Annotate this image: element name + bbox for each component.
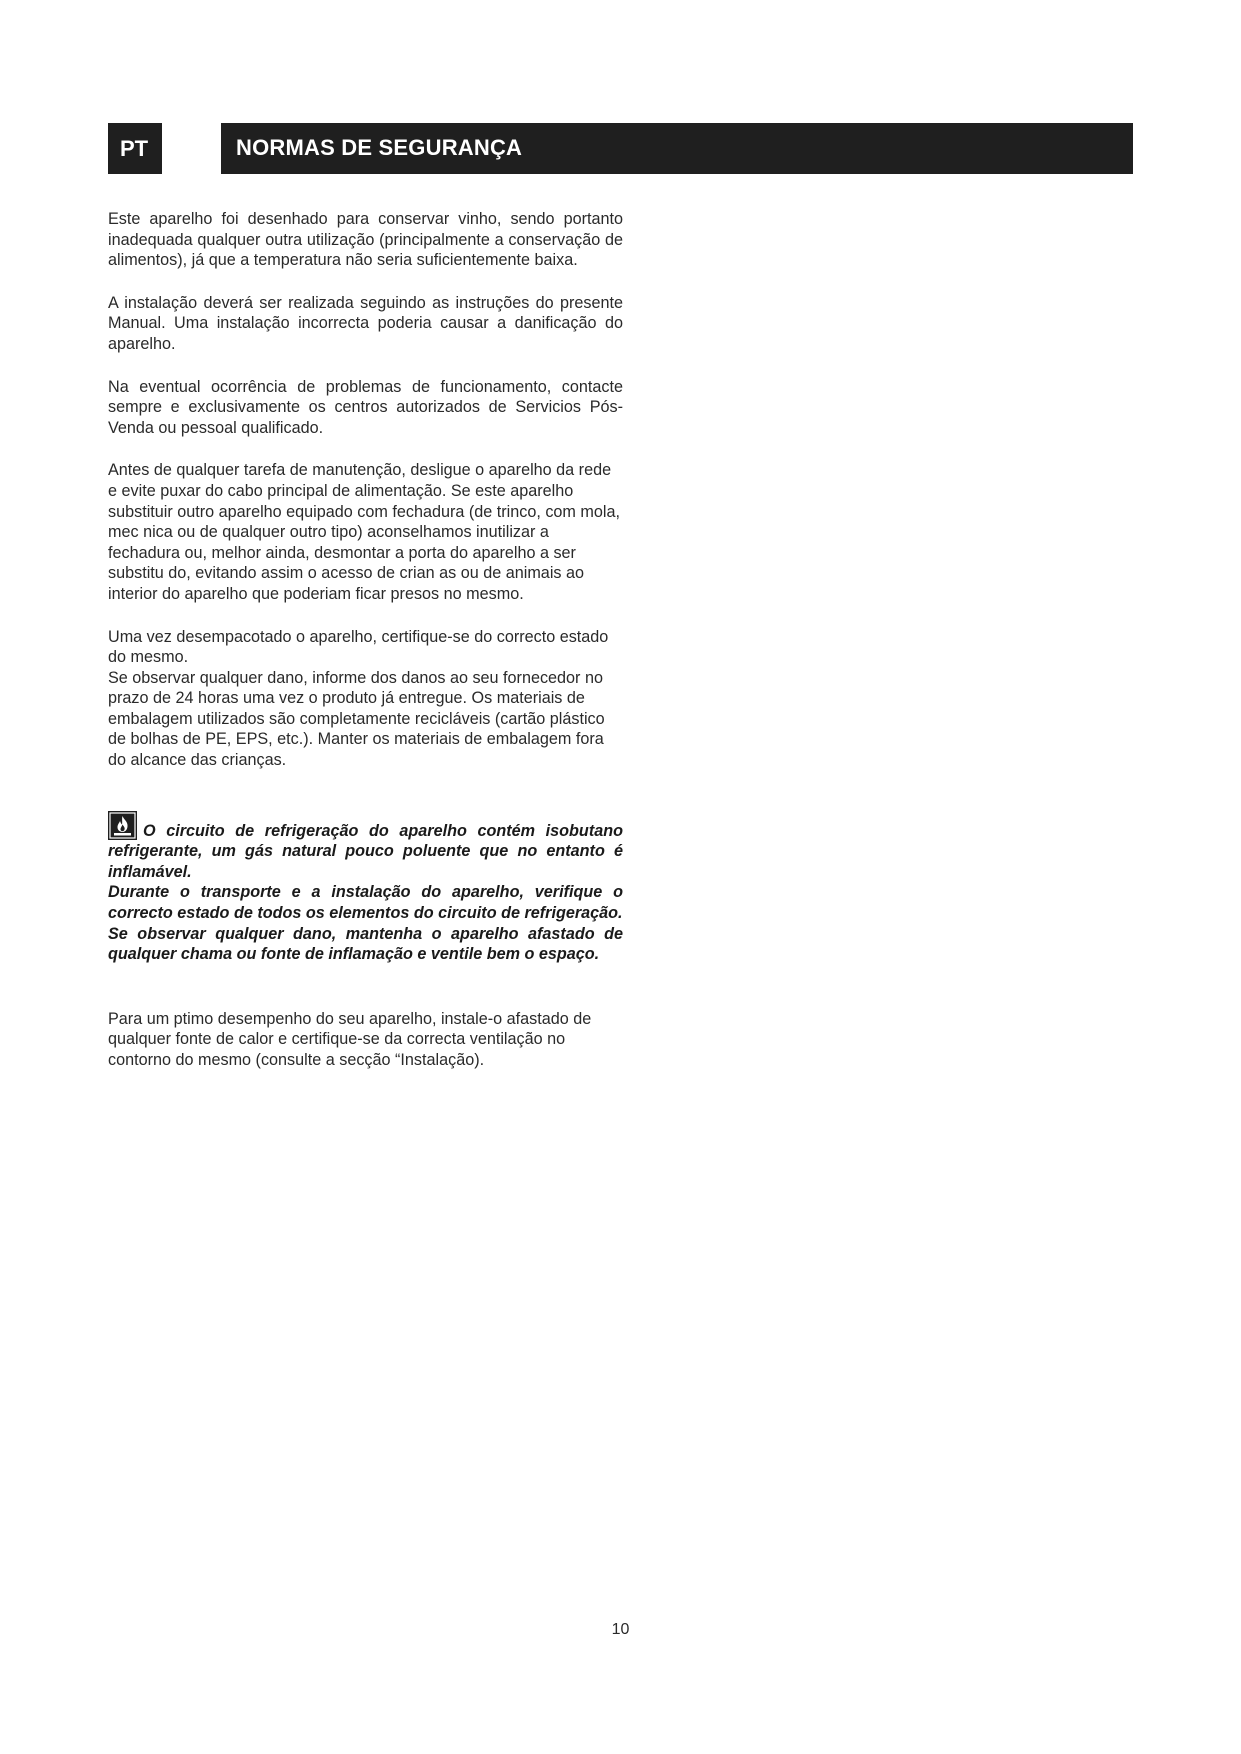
flammable-icon: [108, 811, 137, 840]
language-badge: PT: [108, 123, 162, 174]
warning-line-damage: Se observar qualquer dano, mantenha o aparelho afastado de qualquer chama ou fonte de inflamação e ventile bem o espaço.: [108, 924, 623, 964]
warning-line-isobutane: [108, 811, 623, 883]
flammable-warning: [108, 811, 623, 965]
paragraph-service: Na eventual ocorrência de problemas de funcionamento, contacte sempre e exclusivamente os centros autorizados de Servicios Pós-Venda ou pessoal qualificado.: [108, 377, 623, 437]
warning-line-transport: Durante o transporte e a instalação do aparelho, verifique o correcto estado de todos os elementos do circuito de refrigeração.: [108, 883, 623, 923]
paragraph-maintenance: Antes de qualquer tarefa de manutenção, desligue o aparelho da rede e evite puxar do cabo principal de alimentação. Se este aparelho substituir outro aparelho equipado com fechadura (de trinco, com mola, mec nica ou de qualquer outro tipo) aconselhamos inutilizar a fechadura ou, melhor ainda, desmontar a porta do aparelho a ser substitu do, evitando assim o acesso de crian as ou de animais ao interior do aparelho que poderiam ficar presos no mesmo.: [108, 461, 620, 603]
paragraph-ventilation: Para um ptimo desempenho do seu aparelho, instale-o afastado de qualquer fonte de calor e certifique-se da correcta ventilação no contorno do mesmo (consulte a secção “Instalação).: [108, 1009, 592, 1069]
safety-content: [108, 209, 623, 1071]
paragraph-intended-use: Este aparelho foi desenhado para conservar vinho, sendo portanto inadequada qualquer outra utilização (principalmente a conservação de alimentos), já que a temperatura não seria suficientemente baixa.: [108, 210, 623, 270]
paragraph-unpacking-check: Uma vez desempacotado o aparelho, certifique-se do correcto estado do mesmo.: [108, 627, 609, 667]
paragraph-installation: A instalação deverá ser realizada seguindo as instruções do presente Manual. Uma instalação incorrecta poderia causar a danificação do aparelho.: [108, 293, 623, 353]
paragraph-unpacking: [108, 627, 623, 771]
page-number: 10: [611, 1621, 630, 1638]
paragraph-unpacking-damage: Se observar qualquer dano, informe dos danos ao seu fornecedor no prazo de 24 horas uma vez o produto já entregue. Os materiais de embalagem utilizados são completamente recicláveis (cartão plástico de bolhas de PE, EPS, etc.). Manter os materiais de embalagem fora do alcance das crianças.: [108, 668, 605, 770]
section-title: NORMAS DE SEGURANÇA: [221, 123, 1133, 174]
warning-text-isobutane: O circuito de refrigeração do aparelho contém isobutano refrigerante, um gás natural pouco poluente que no entanto é inflamável.: [108, 821, 623, 881]
